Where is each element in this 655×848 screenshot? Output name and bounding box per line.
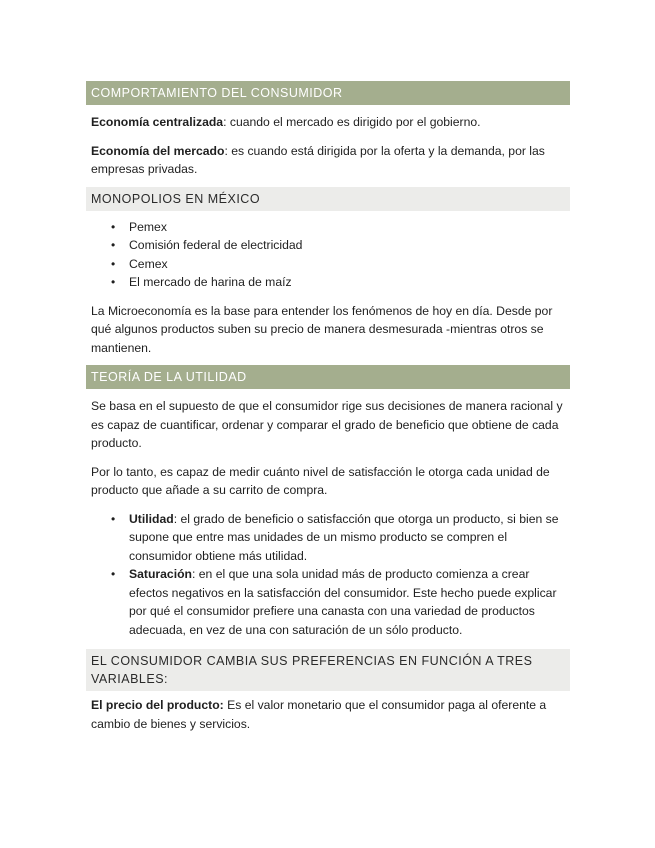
list-item-utility (86, 510, 570, 566)
paragraph-utility-assumption: Se basa en el supuesto de que el consumidor rige sus decisiones de manera racional y es capaz de cuantificar, ordenar y comparar el grado de beneficio que obtiene de cada producto. (91, 399, 563, 450)
utility-bullets (86, 510, 570, 640)
term-saturation: Saturación (129, 567, 192, 581)
term-market-economy: Economía del mercado (91, 143, 225, 158)
paragraph-centralized-economy (86, 113, 570, 132)
term-product-price: El precio del producto: (91, 698, 224, 712)
list-item: • Pemex (86, 218, 570, 237)
document-page (86, 81, 570, 733)
paragraph-product-price (86, 696, 570, 733)
definition-saturation: : en el que una sola unidad más de producto comienza a crear efectos negativos en la satisfacción del consumidor. Este hecho puede explicar por qué el consumidor prefiere una canasta con una variedad de productos adecuada, en vez de una con saturación de un sólo producto. (129, 567, 557, 637)
monopolies-list (86, 218, 570, 292)
term-utility: Utilidad (129, 511, 174, 526)
paragraph-utility-measure: Por lo tanto, es capaz de medir cuánto nivel de satisfacción le otorga cada unidad de producto que añade a su carrito de compra. (91, 464, 550, 497)
definition-centralized-economy: : cuando el mercado es dirigido por el gobierno. (223, 115, 481, 129)
list-item: • Cemex (86, 255, 570, 274)
definition-utility: : el grado de beneficio o satisfacción que otorga un producto, si bien se supone que entre mas unidades de un mismo producto se compren el consumidor obtiene más utilidad. (129, 511, 559, 563)
section-heading-preferences: EL CONSUMIDOR CAMBIA SUS PREFERENCIAS EN FUNCIÓN A TRES VARIABLES: (86, 649, 570, 691)
list-item-saturation (86, 565, 570, 639)
section-heading-monopolies: MONOPOLIOS EN MÉXICO (86, 187, 570, 211)
list-item: • Comisión federal de electricidad (86, 236, 570, 255)
definition-market-economy: : es cuando está dirigida por la oferta y la demanda, por las empresas privadas. (91, 143, 545, 176)
list-item: • El mercado de harina de maíz (86, 273, 570, 292)
section-heading-utility-theory: TEORÍA DE LA UTILIDAD (86, 365, 570, 389)
paragraph-market-economy (86, 142, 570, 179)
section-heading-consumer-behavior: COMPORTAMIENTO DEL CONSUMIDOR (86, 81, 570, 105)
definition-product-price: Es el valor monetario que el consumidor paga al oferente a cambio de bienes y servicios. (91, 698, 547, 731)
paragraph-microeconomics: La Microeconomía es la base para entender los fenómenos de hoy en día. Desde por qué algunos productos suben su precio de manera desmesurada -mientras otros se mantienen. (91, 303, 553, 355)
term-centralized-economy: Economía centralizada (91, 115, 224, 129)
